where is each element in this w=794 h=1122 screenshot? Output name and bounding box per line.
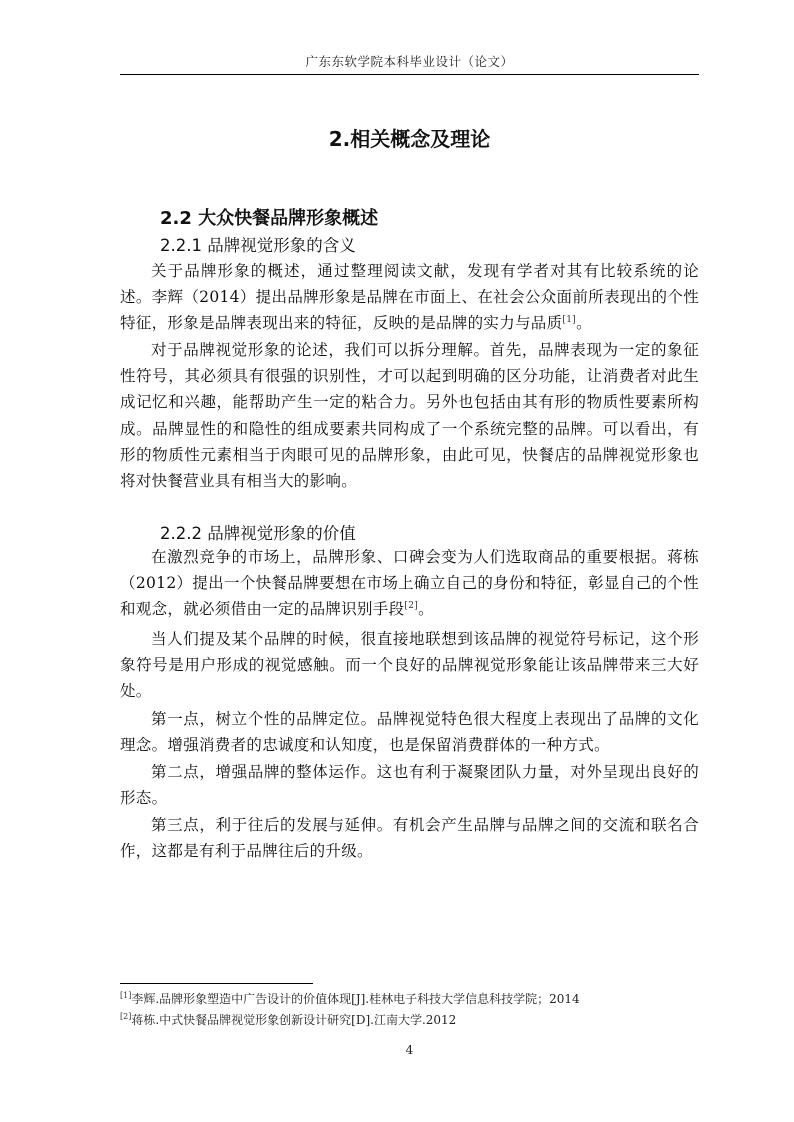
paragraph-tail: 。 [418, 600, 434, 619]
section-title: 2.2 大众快餐品牌形象概述 [160, 208, 379, 229]
paragraph [120, 759, 699, 811]
page-number: 4 [405, 1043, 414, 1057]
paragraph [120, 626, 699, 705]
subsection-title: 2.2.2 品牌视觉形象的价值 [160, 524, 356, 543]
header-rule [120, 74, 699, 75]
subsection-title: 2.2.1 品牌视觉形象的含义 [160, 236, 356, 255]
citation-mark: [1] [562, 315, 577, 326]
paragraph-text: 对于品牌视觉形象的论述，我们可以拆分理解。首先，品牌表现为一定的象征性符号，其必须具有很强的识别性，才可以起到明确的区分功能，让消费者对此生成记忆和兴趣，能帮助产生一定的粘合力。另外也包括由其有形的物质性要素所构成。品牌显性的和隐性的组成要素共同构成了一个系统完整的品牌。可以看出，有形的物质性元素相当于肉眼可见的品牌形象，由此可见，快餐店的品牌视觉形象也将对快餐营业具有相当大的影响。 [120, 341, 699, 491]
paragraph-tail: 。 [576, 314, 592, 333]
footnote [120, 1011, 720, 1028]
paragraph [120, 706, 699, 758]
paragraph [120, 812, 699, 864]
footnote-rule [120, 983, 313, 984]
paragraph [120, 258, 699, 337]
paragraph [120, 544, 699, 623]
paragraph-text: 在激烈竞争的市场上，品牌形象、口碑会变为人们选取商品的重要根据。蒋栋（2012）提出一个快餐品牌要想在市场上确立自己的身份和特征，彰显自己的个性和观念，就必须借由一定的品牌识别手段 [120, 548, 699, 619]
footnote [120, 990, 720, 1007]
paragraph [120, 337, 699, 494]
chapter-title: 2.相关概念及理论 [328, 127, 491, 151]
footnote-mark: [1] [120, 991, 132, 1000]
footnote-text: 蒋栋.中式快餐品牌视觉形象创新设计研究[D].江南大学.2012 [131, 1013, 457, 1027]
footnote-text: 李辉.品牌形象塑造中广告设计的价值体现[J].桂林电子科技大学信息科技学院；2014 [131, 992, 580, 1006]
footnote-mark: [2] [120, 1012, 132, 1021]
running-header: 广东东软学院本科毕业设计（论文） [305, 54, 514, 69]
citation-mark: [2] [404, 601, 419, 612]
paragraph-text: 第二点，增强品牌的整体运作。这也有利于凝聚团队力量，对外呈现出良好的形态。 [120, 763, 699, 808]
paragraph-text: 当人们提及某个品牌的时候，很直接地联想到该品牌的视觉符号标记，这个形象符号是用户形成的视觉感触。而一个良好的品牌视觉形象能让该品牌带来三大好处。 [120, 630, 699, 701]
paragraph-text: 第三点，利于往后的发展与延伸。有机会产生品牌与品牌之间的交流和联名合作，这都是有利于品牌往后的升级。 [120, 816, 699, 861]
paragraph-text: 关于品牌形象的概述，通过整理阅读文献，发现有学者对其有比较系统的论述。李辉（2014）提出品牌形象是品牌在市面上、在社会公众面前所表现出的个性特征，形象是品牌表现出来的特征，反映的是品牌的实力与品质 [120, 262, 699, 333]
paragraph-text: 第一点，树立个性的品牌定位。品牌视觉特色很大程度上表现出了品牌的文化理念。增强消费者的忠诚度和认知度，也是保留消费群体的一种方式。 [120, 710, 699, 755]
